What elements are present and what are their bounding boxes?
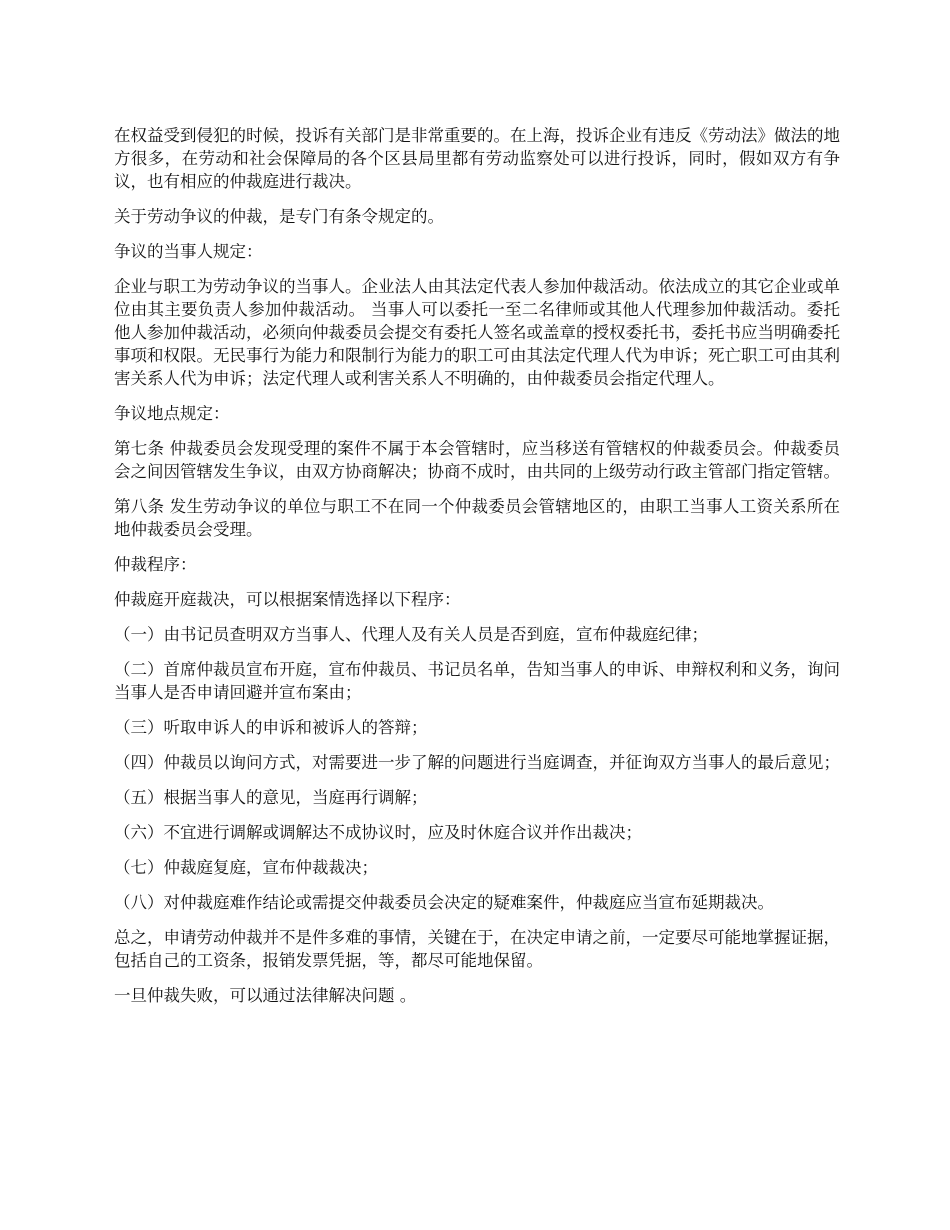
paragraph-intro: 在权益受到侵犯的时候，投诉有关部门是非常重要的。在上海，投诉企业有违反《劳动法》做法的地方很多，在劳动和社会保障局的各个区县局里都有劳动监察处可以进行投诉，同时，假如双方有争议，也有相应的仲裁庭进行裁决。: [114, 126, 840, 191]
paragraph-arbitration-rules: 关于劳动争议的仲裁，是专门有条令规定的。: [114, 207, 444, 226]
procedure-step-7: （七）仲裁庭复庭，宣布仲裁裁决；: [114, 858, 378, 877]
procedure-step-4: （四）仲裁员以询问方式，对需要进一步了解的问题进行当庭调查，并征询双方当事人的最后意见；: [114, 753, 840, 772]
procedure-step-1: （一）由书记员查明双方当事人、代理人及有关人员是否到庭，宣布仲裁庭纪律；: [114, 625, 708, 644]
paragraph-parties: 企业与职工为劳动争议的当事人。企业法人由其法定代表人参加仲裁活动。依法成立的其它企业或单位由其主要负责人参加仲裁活动。 当事人可以委托一至二名律师或其他人代理参加仲裁活动。委托他人参加仲裁活动，必须向仲裁委员会提交有委托人签名或盖章的授权委托书，委托书应当明确委托事项和权限。无民事行为能力和限制行为能力的职工可由其法定代理人代为申诉；死亡职工可由其利害关系人代为申诉；法定代理人或利害关系人不明确的，由仲裁委员会指定代理人。: [114, 277, 840, 388]
heading-location: 争议地点规定：: [114, 404, 230, 423]
paragraph-article-7: 第七条 仲裁委员会发现受理的案件不属于本会管辖时，应当移送有管辖权的仲裁委员会。仲裁委员会之间因管辖发生争议，由双方协商解决；协商不成时，由共同的上级劳动行政主管部门指定管辖。: [114, 439, 840, 481]
procedure-step-8: （八）对仲裁庭难作结论或需提交仲裁委员会决定的疑难案件，仲裁庭应当宣布延期裁决。: [114, 893, 774, 912]
paragraph-conclusion: 一旦仲裁失败，可以通过法律解决问题 。: [114, 986, 417, 1005]
procedure-step-5: （五）根据当事人的意见，当庭再行调解；: [114, 788, 428, 807]
paragraph-article-8: 第八条 发生劳动争议的单位与职工不在同一个仲裁委员会管辖地区的，由职工当事人工资关系所在地仲裁委员会受理。: [114, 497, 840, 539]
paragraph-procedure-intro: 仲裁庭开庭裁决，可以根据案情选择以下程序：: [114, 590, 461, 609]
heading-parties: 争议的当事人规定：: [114, 242, 263, 261]
procedure-step-6: （六）不宜进行调解或调解达不成协议时，应及时休庭合议并作出裁决；: [114, 823, 642, 842]
paragraph-summary: 总之，申请劳动仲裁并不是件多难的事情，关键在于，在决定申请之前，一定要尽可能地掌握证据，包括自己的工资条，报销发票凭据，等，都尽可能地保留。: [114, 928, 840, 970]
procedure-step-2: （二）首席仲裁员宣布开庭，宣布仲裁员、书记员名单，告知当事人的申诉、申辩权利和义务，询问当事人是否申请回避并宣布案由；: [114, 660, 840, 702]
heading-procedure: 仲裁程序：: [114, 555, 197, 574]
procedure-step-3: （三）听取申诉人的申诉和被诉人的答辩；: [114, 718, 428, 737]
